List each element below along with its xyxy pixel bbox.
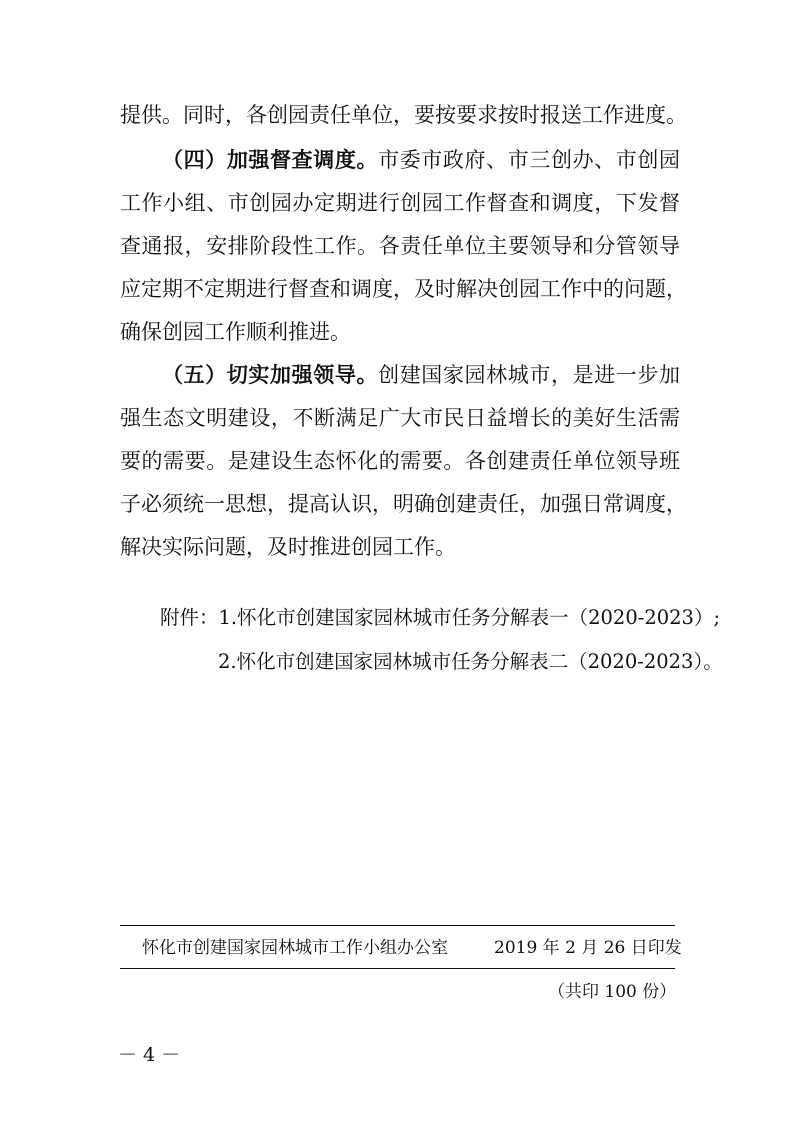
section-5-line-5: 解决实际问题，及时推进创园工作。 [120,535,456,559]
section-4-line-5: 确保创园工作顺利推进。 [120,320,351,344]
section-4-line-1 [162,145,680,175]
section-4-line-1-text: 市委市政府、市三创办、市创园 [378,148,681,172]
section-4-line-3: 查通报，安排阶段性工作。各责任单位主要领导和分管领导 [120,234,680,258]
attachment-item-1: 附件：1.怀化市创建国家园林城市任务分解表一（2020-2023）; [160,606,721,629]
section-5-line-3: 要的需要。是建设生态怀化的需要。各创建责任单位领导班 [120,449,680,473]
footer-print-date: 2019 年 2 月 26 日印发 [494,938,682,958]
section-5-line-2: 强生态文明建设，不断满足广大市民日益增长的美好生活需 [120,406,680,430]
attachment-item-2: 2.怀化市创建国家园林城市任务分解表二（2020-2023）。 [218,650,723,673]
section-4-line-2: 工作小组、市创园办定期进行创园工作督查和调度，下发督 [120,191,680,215]
section-5-line-4: 子必须统一思想，提高认识，明确创建责任，加强日常调度， [120,492,687,516]
footer-issuer: 怀化市创建国家园林城市工作小组办公室 [142,938,448,958]
footer-copies: （共印 100 份） [548,982,677,1002]
section-5-heading: （五）切实加强领导。 [162,362,379,387]
page-number: － 4 － [118,1044,181,1066]
section-4-line-4: 应定期不定期进行督查和调度，及时解决创园工作中的问题， [120,277,687,301]
section-4-heading: （四）加强督查调度。 [162,147,379,172]
footer-bottom-rule [120,968,675,969]
section-5-line-1-text: 创建国家园林城市，是进一步加 [378,363,681,387]
section-5-line-1 [162,360,680,390]
body-line-1: 提供。同时，各创园责任单位，要按要求按时报送工作进度。 [120,103,687,127]
footer-top-rule [120,925,675,926]
